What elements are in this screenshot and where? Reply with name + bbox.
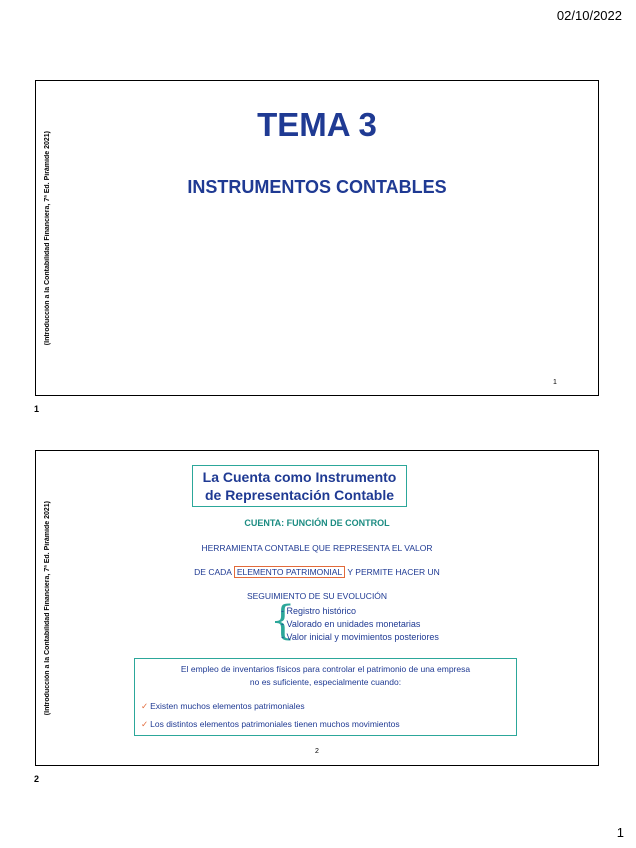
info-box [134, 658, 517, 736]
slide-1 [35, 80, 599, 396]
slide-2-line-1: HERRAMIENTA CONTABLE QUE REPRESENTA EL VALOR [201, 543, 433, 553]
slide-2-reference: (Introducción a la Contabilidad Financiera, 7ª Ed. Pirámide 2021) [43, 500, 51, 716]
slide-2-line-3: SEGUIMIENTO DE SU EVOLUCIÓN [246, 591, 388, 601]
highlight-elemento-patrimonial: ELEMENTO PATRIMONIAL [234, 566, 345, 578]
slide-2-heading: CUENTA: FUNCIÓN DE CONTROL [244, 518, 390, 528]
bullet-item: ✓ Los distintos elementos patrimoniales tienen muchos movimientos [141, 719, 400, 729]
slide-1-title: TEMA 3 [257, 106, 377, 143]
page-number: 1 [616, 825, 624, 840]
slide-2-line-2: DE CADA ELEMENTO PATRIMONIAL Y PERMITE HACER UN [194, 567, 440, 577]
slide-2-title-line-2: de Representación Contable [204, 487, 395, 503]
check-icon: ✓ [141, 719, 149, 729]
slide-2-number: 2 [315, 748, 319, 755]
bullet-item: ✓ Existen muchos elementos patrimoniales [141, 701, 305, 711]
check-icon: ✓ [141, 701, 149, 711]
slide-2-title-box [192, 465, 407, 507]
slide-1-reference: (Introducción a la Contabilidad Financiera, 7ª Ed. Pirámide 2021) [43, 130, 51, 346]
feature-item: - Valor inicial y movimientos posteriores [281, 632, 439, 642]
feature-item: - Valorado en unidades monetarias [281, 619, 421, 629]
slide-2-title-line-1: La Cuenta como Instrumento [202, 469, 397, 485]
slide-1-label: 1 [34, 404, 40, 414]
info-box-intro: El empleo de inventarios físicos para controlar el patrimonio de una empresa no es suficiente, especialmente cuando: [180, 664, 471, 687]
slide-2 [35, 450, 599, 766]
feature-item: - Registro histórico [281, 606, 357, 616]
slide-2-label: 2 [34, 774, 40, 784]
header-date: 02/10/2022 [556, 8, 622, 23]
feature-list [281, 605, 439, 644]
brace-icon: { [270, 598, 296, 644]
slide-1-subtitle: INSTRUMENTOS CONTABLES [187, 177, 447, 197]
slide-1-number: 1 [553, 379, 557, 386]
